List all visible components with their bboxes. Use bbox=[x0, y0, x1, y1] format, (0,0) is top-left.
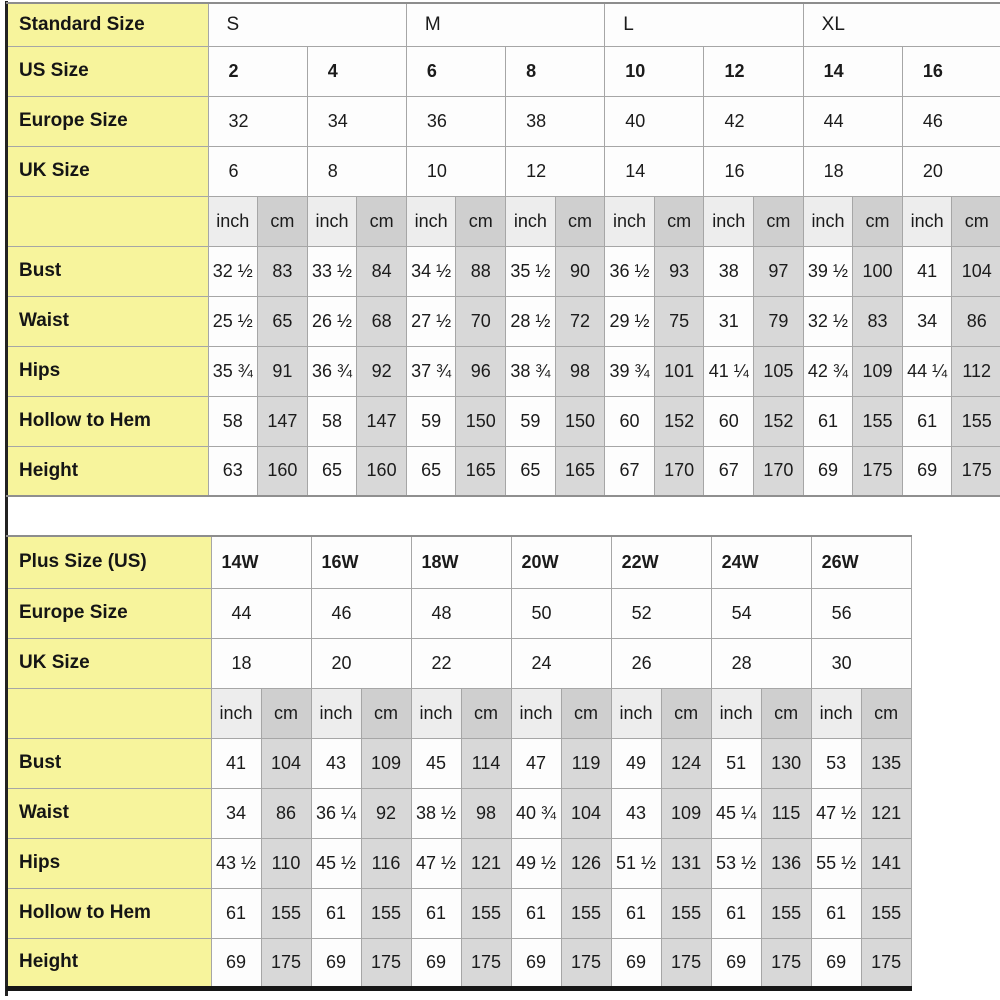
size-value-cell: 46 bbox=[311, 588, 411, 638]
size-value-cell: 14 bbox=[605, 146, 704, 196]
measure-value-cell: 59 bbox=[406, 396, 456, 446]
measure-value-cell: 61 bbox=[803, 396, 853, 446]
measure-value-cell: 69 bbox=[611, 938, 661, 988]
measure-value-cell: 47 ½ bbox=[811, 788, 861, 838]
measure-value-cell: 92 bbox=[357, 346, 407, 396]
measure-value-cell: 114 bbox=[461, 738, 511, 788]
measure-value-cell: 155 bbox=[853, 396, 903, 446]
cm-unit-cell: cm bbox=[952, 196, 1000, 246]
measure-value-cell: 49 bbox=[611, 738, 661, 788]
measure-value-cell: 150 bbox=[456, 396, 506, 446]
row-waist bbox=[7, 296, 1000, 346]
measure-value-cell: 88 bbox=[456, 246, 506, 296]
row-bust bbox=[7, 246, 1000, 296]
measure-value-cell: 28 ½ bbox=[506, 296, 556, 346]
measure-value-cell: 84 bbox=[357, 246, 407, 296]
size-value-cell: 28 bbox=[711, 638, 811, 688]
measure-value-cell: 100 bbox=[853, 246, 903, 296]
measure-value-cell: 170 bbox=[654, 446, 704, 496]
row-height bbox=[7, 446, 1000, 496]
measure-value-cell: 51 ½ bbox=[611, 838, 661, 888]
measure-value-cell: 40 ¾ bbox=[511, 788, 561, 838]
row-uk-size bbox=[7, 638, 911, 688]
size-value-cell: 30 bbox=[811, 638, 911, 688]
measure-value-cell: 43 bbox=[611, 788, 661, 838]
measure-value-cell: 38 bbox=[704, 246, 754, 296]
row-europe-size bbox=[7, 588, 911, 638]
measure-value-cell: 93 bbox=[654, 246, 704, 296]
size-value-cell: 44 bbox=[803, 96, 902, 146]
measure-value-cell: 36 ¼ bbox=[311, 788, 361, 838]
measure-value-cell: 116 bbox=[361, 838, 411, 888]
measure-value-cell: 110 bbox=[261, 838, 311, 888]
measure-value-cell: 104 bbox=[561, 788, 611, 838]
measure-value-cell: 49 ½ bbox=[511, 838, 561, 888]
cm-unit-cell: cm bbox=[761, 688, 811, 738]
row-label-cell: Bust bbox=[7, 738, 211, 788]
measure-value-cell: 104 bbox=[952, 246, 1000, 296]
measure-value-cell: 104 bbox=[261, 738, 311, 788]
measure-value-cell: 155 bbox=[861, 888, 911, 938]
measure-value-cell: 121 bbox=[461, 838, 511, 888]
measure-value-cell: 160 bbox=[357, 446, 407, 496]
measure-value-cell: 27 ½ bbox=[406, 296, 456, 346]
measure-value-cell: 147 bbox=[357, 396, 407, 446]
size-value-cell: 42 bbox=[704, 96, 803, 146]
size-value-cell: 8 bbox=[307, 146, 406, 196]
inch-unit-cell: inch bbox=[506, 196, 556, 246]
row-label-cell: Plus Size (US) bbox=[7, 536, 211, 588]
measure-value-cell: 98 bbox=[461, 788, 511, 838]
row-hollow-to-hem bbox=[7, 888, 911, 938]
measure-value-cell: 175 bbox=[561, 938, 611, 988]
measure-value-cell: 39 ½ bbox=[803, 246, 853, 296]
measure-value-cell: 41 bbox=[902, 246, 952, 296]
plus-size-table bbox=[6, 535, 912, 991]
row-uk-size bbox=[7, 146, 1000, 196]
size-value-cell: 10 bbox=[605, 46, 704, 96]
group-cell: 26W bbox=[811, 536, 911, 588]
measure-value-cell: 131 bbox=[661, 838, 711, 888]
cm-unit-cell: cm bbox=[461, 688, 511, 738]
measure-value-cell: 26 ½ bbox=[307, 296, 357, 346]
size-value-cell: 32 bbox=[208, 96, 307, 146]
row-label-cell: US Size bbox=[7, 46, 208, 96]
size-value-cell: 36 bbox=[406, 96, 505, 146]
measure-value-cell: 175 bbox=[261, 938, 311, 988]
size-value-cell: 24 bbox=[511, 638, 611, 688]
size-value-cell: 14 bbox=[803, 46, 902, 96]
measure-value-cell: 175 bbox=[461, 938, 511, 988]
measure-value-cell: 42 ¾ bbox=[803, 346, 853, 396]
size-value-cell: 6 bbox=[208, 146, 307, 196]
measure-value-cell: 39 ¾ bbox=[605, 346, 655, 396]
size-value-cell: 52 bbox=[611, 588, 711, 638]
measure-value-cell: 61 bbox=[411, 888, 461, 938]
size-value-cell: 18 bbox=[803, 146, 902, 196]
measure-value-cell: 155 bbox=[761, 888, 811, 938]
measure-value-cell: 119 bbox=[561, 738, 611, 788]
cm-unit-cell: cm bbox=[561, 688, 611, 738]
measure-value-cell: 147 bbox=[258, 396, 308, 446]
cm-unit-cell: cm bbox=[261, 688, 311, 738]
measure-value-cell: 65 bbox=[506, 446, 556, 496]
row-label-cell: Bust bbox=[7, 246, 208, 296]
inch-unit-cell: inch bbox=[307, 196, 357, 246]
inch-unit-cell: inch bbox=[511, 688, 561, 738]
cm-unit-cell: cm bbox=[654, 196, 704, 246]
size-value-cell: 34 bbox=[307, 96, 406, 146]
measure-value-cell: 69 bbox=[311, 938, 361, 988]
row-label-cell bbox=[7, 688, 211, 738]
measure-value-cell: 43 ½ bbox=[211, 838, 261, 888]
measure-value-cell: 35 ½ bbox=[506, 246, 556, 296]
size-value-cell: 46 bbox=[902, 96, 1000, 146]
measure-value-cell: 61 bbox=[902, 396, 952, 446]
measure-value-cell: 165 bbox=[555, 446, 605, 496]
inch-unit-cell: inch bbox=[711, 688, 761, 738]
measure-value-cell: 31 bbox=[704, 296, 754, 346]
row-hips bbox=[7, 346, 1000, 396]
row-label-cell: Europe Size bbox=[7, 96, 208, 146]
size-value-cell: 12 bbox=[704, 46, 803, 96]
group-cell: L bbox=[605, 3, 803, 46]
measure-value-cell: 155 bbox=[461, 888, 511, 938]
measure-value-cell: 45 ¼ bbox=[711, 788, 761, 838]
measure-value-cell: 67 bbox=[605, 446, 655, 496]
row-label-cell: Height bbox=[7, 938, 211, 988]
measure-value-cell: 69 bbox=[711, 938, 761, 988]
measure-value-cell: 69 bbox=[211, 938, 261, 988]
measure-value-cell: 61 bbox=[611, 888, 661, 938]
measure-value-cell: 112 bbox=[952, 346, 1000, 396]
measure-value-cell: 65 bbox=[258, 296, 308, 346]
standard-size-table bbox=[6, 2, 1000, 497]
inch-unit-cell: inch bbox=[406, 196, 456, 246]
row-label-cell: UK Size bbox=[7, 146, 208, 196]
cm-unit-cell: cm bbox=[456, 196, 506, 246]
cm-unit-cell: cm bbox=[361, 688, 411, 738]
row-label-cell: Hollow to Hem bbox=[7, 396, 208, 446]
measure-value-cell: 38 ¾ bbox=[506, 346, 556, 396]
row-label-cell bbox=[7, 196, 208, 246]
measure-value-cell: 65 bbox=[406, 446, 456, 496]
measure-value-cell: 25 ½ bbox=[208, 296, 258, 346]
measure-value-cell: 83 bbox=[853, 296, 903, 346]
measure-value-cell: 97 bbox=[754, 246, 804, 296]
row-label-cell: Hips bbox=[7, 346, 208, 396]
size-value-cell: 4 bbox=[307, 46, 406, 96]
group-cell: S bbox=[208, 3, 406, 46]
measure-value-cell: 34 bbox=[902, 296, 952, 346]
measure-value-cell: 47 bbox=[511, 738, 561, 788]
cm-unit-cell: cm bbox=[861, 688, 911, 738]
size-value-cell: 20 bbox=[902, 146, 1000, 196]
row-us-size bbox=[7, 46, 1000, 96]
group-cell: XL bbox=[803, 3, 1000, 46]
measure-value-cell: 59 bbox=[506, 396, 556, 446]
size-value-cell: 56 bbox=[811, 588, 911, 638]
measure-value-cell: 170 bbox=[754, 446, 804, 496]
measure-value-cell: 155 bbox=[361, 888, 411, 938]
measure-value-cell: 69 bbox=[511, 938, 561, 988]
measure-value-cell: 109 bbox=[661, 788, 711, 838]
group-cell: 16W bbox=[311, 536, 411, 588]
size-value-cell: 16 bbox=[704, 146, 803, 196]
size-value-cell: 10 bbox=[406, 146, 505, 196]
measure-value-cell: 109 bbox=[361, 738, 411, 788]
measure-value-cell: 152 bbox=[654, 396, 704, 446]
measure-value-cell: 86 bbox=[952, 296, 1000, 346]
row-units bbox=[7, 688, 911, 738]
measure-value-cell: 124 bbox=[661, 738, 711, 788]
measure-value-cell: 34 ½ bbox=[406, 246, 456, 296]
measure-value-cell: 65 bbox=[307, 446, 357, 496]
measure-value-cell: 36 ¾ bbox=[307, 346, 357, 396]
measure-value-cell: 126 bbox=[561, 838, 611, 888]
measure-value-cell: 61 bbox=[511, 888, 561, 938]
row-europe-size bbox=[7, 96, 1000, 146]
measure-value-cell: 68 bbox=[357, 296, 407, 346]
measure-value-cell: 55 ½ bbox=[811, 838, 861, 888]
measure-value-cell: 45 ½ bbox=[311, 838, 361, 888]
measure-value-cell: 86 bbox=[261, 788, 311, 838]
group-cell: 14W bbox=[211, 536, 311, 588]
measure-value-cell: 90 bbox=[555, 246, 605, 296]
measure-value-cell: 60 bbox=[605, 396, 655, 446]
row-hips bbox=[7, 838, 911, 888]
inch-unit-cell: inch bbox=[902, 196, 952, 246]
inch-unit-cell: inch bbox=[211, 688, 261, 738]
measure-value-cell: 155 bbox=[952, 396, 1000, 446]
inch-unit-cell: inch bbox=[605, 196, 655, 246]
cm-unit-cell: cm bbox=[754, 196, 804, 246]
measure-value-cell: 67 bbox=[704, 446, 754, 496]
row-label-cell: Europe Size bbox=[7, 588, 211, 638]
measure-value-cell: 53 bbox=[811, 738, 861, 788]
measure-value-cell: 29 ½ bbox=[605, 296, 655, 346]
measure-value-cell: 175 bbox=[761, 938, 811, 988]
measure-value-cell: 45 bbox=[411, 738, 461, 788]
inch-unit-cell: inch bbox=[811, 688, 861, 738]
measure-value-cell: 33 ½ bbox=[307, 246, 357, 296]
row-label-cell: UK Size bbox=[7, 638, 211, 688]
group-cell: M bbox=[406, 3, 604, 46]
measure-value-cell: 136 bbox=[761, 838, 811, 888]
cm-unit-cell: cm bbox=[853, 196, 903, 246]
size-value-cell: 48 bbox=[411, 588, 511, 638]
measure-value-cell: 36 ½ bbox=[605, 246, 655, 296]
measure-value-cell: 175 bbox=[361, 938, 411, 988]
measure-value-cell: 69 bbox=[803, 446, 853, 496]
measure-value-cell: 63 bbox=[208, 446, 258, 496]
size-value-cell: 22 bbox=[411, 638, 511, 688]
measure-value-cell: 61 bbox=[711, 888, 761, 938]
measure-value-cell: 175 bbox=[661, 938, 711, 988]
measure-value-cell: 70 bbox=[456, 296, 506, 346]
measure-value-cell: 69 bbox=[902, 446, 952, 496]
row-height bbox=[7, 938, 911, 988]
measure-value-cell: 53 ½ bbox=[711, 838, 761, 888]
measure-value-cell: 96 bbox=[456, 346, 506, 396]
measure-value-cell: 150 bbox=[555, 396, 605, 446]
cm-unit-cell: cm bbox=[357, 196, 407, 246]
inch-unit-cell: inch bbox=[803, 196, 853, 246]
measure-value-cell: 130 bbox=[761, 738, 811, 788]
measure-value-cell: 155 bbox=[561, 888, 611, 938]
size-value-cell: 44 bbox=[211, 588, 311, 638]
measure-value-cell: 61 bbox=[811, 888, 861, 938]
size-value-cell: 16 bbox=[902, 46, 1000, 96]
measure-value-cell: 47 ½ bbox=[411, 838, 461, 888]
measure-value-cell: 61 bbox=[311, 888, 361, 938]
size-value-cell: 18 bbox=[211, 638, 311, 688]
row-label-cell: Hollow to Hem bbox=[7, 888, 211, 938]
measure-value-cell: 91 bbox=[258, 346, 308, 396]
measure-value-cell: 155 bbox=[261, 888, 311, 938]
row-waist bbox=[7, 788, 911, 838]
measure-value-cell: 41 bbox=[211, 738, 261, 788]
measure-value-cell: 175 bbox=[861, 938, 911, 988]
size-value-cell: 12 bbox=[506, 146, 605, 196]
inch-unit-cell: inch bbox=[611, 688, 661, 738]
measure-value-cell: 79 bbox=[754, 296, 804, 346]
row-units bbox=[7, 196, 1000, 246]
inch-unit-cell: inch bbox=[208, 196, 258, 246]
group-cell: 20W bbox=[511, 536, 611, 588]
row-label-cell: Waist bbox=[7, 788, 211, 838]
measure-value-cell: 121 bbox=[861, 788, 911, 838]
measure-value-cell: 38 ½ bbox=[411, 788, 461, 838]
cm-unit-cell: cm bbox=[661, 688, 711, 738]
measure-value-cell: 75 bbox=[654, 296, 704, 346]
size-value-cell: 6 bbox=[406, 46, 505, 96]
inch-unit-cell: inch bbox=[311, 688, 361, 738]
row-bust bbox=[7, 738, 911, 788]
cm-unit-cell: cm bbox=[555, 196, 605, 246]
measure-value-cell: 37 ¾ bbox=[406, 346, 456, 396]
size-value-cell: 8 bbox=[506, 46, 605, 96]
size-value-cell: 2 bbox=[208, 46, 307, 96]
measure-value-cell: 32 ½ bbox=[208, 246, 258, 296]
size-value-cell: 38 bbox=[506, 96, 605, 146]
measure-value-cell: 51 bbox=[711, 738, 761, 788]
measure-value-cell: 69 bbox=[811, 938, 861, 988]
measure-value-cell: 109 bbox=[853, 346, 903, 396]
measure-value-cell: 41 ¼ bbox=[704, 346, 754, 396]
measure-value-cell: 43 bbox=[311, 738, 361, 788]
measure-value-cell: 160 bbox=[258, 446, 308, 496]
measure-value-cell: 105 bbox=[754, 346, 804, 396]
measure-value-cell: 58 bbox=[307, 396, 357, 446]
measure-value-cell: 60 bbox=[704, 396, 754, 446]
size-value-cell: 26 bbox=[611, 638, 711, 688]
row-standard-size bbox=[7, 3, 1000, 46]
size-value-cell: 40 bbox=[605, 96, 704, 146]
measure-value-cell: 141 bbox=[861, 838, 911, 888]
group-cell: 24W bbox=[711, 536, 811, 588]
measure-value-cell: 35 ¾ bbox=[208, 346, 258, 396]
measure-value-cell: 83 bbox=[258, 246, 308, 296]
measure-value-cell: 32 ½ bbox=[803, 296, 853, 346]
measure-value-cell: 135 bbox=[861, 738, 911, 788]
group-cell: 18W bbox=[411, 536, 511, 588]
measure-value-cell: 92 bbox=[361, 788, 411, 838]
measure-value-cell: 175 bbox=[952, 446, 1000, 496]
row-label-cell: Waist bbox=[7, 296, 208, 346]
measure-value-cell: 101 bbox=[654, 346, 704, 396]
row-label-cell: Height bbox=[7, 446, 208, 496]
size-value-cell: 50 bbox=[511, 588, 611, 638]
measure-value-cell: 34 bbox=[211, 788, 261, 838]
measure-value-cell: 98 bbox=[555, 346, 605, 396]
measure-value-cell: 44 ¼ bbox=[902, 346, 952, 396]
measure-value-cell: 69 bbox=[411, 938, 461, 988]
row-label-cell: Standard Size bbox=[7, 3, 208, 46]
inch-unit-cell: inch bbox=[411, 688, 461, 738]
group-cell: 22W bbox=[611, 536, 711, 588]
measure-value-cell: 152 bbox=[754, 396, 804, 446]
row-hollow-to-hem bbox=[7, 396, 1000, 446]
row-label-cell: Hips bbox=[7, 838, 211, 888]
cm-unit-cell: cm bbox=[258, 196, 308, 246]
measure-value-cell: 61 bbox=[211, 888, 261, 938]
inch-unit-cell: inch bbox=[704, 196, 754, 246]
measure-value-cell: 165 bbox=[456, 446, 506, 496]
measure-value-cell: 115 bbox=[761, 788, 811, 838]
measure-value-cell: 58 bbox=[208, 396, 258, 446]
measure-value-cell: 72 bbox=[555, 296, 605, 346]
size-value-cell: 20 bbox=[311, 638, 411, 688]
size-value-cell: 54 bbox=[711, 588, 811, 638]
measure-value-cell: 155 bbox=[661, 888, 711, 938]
measure-value-cell: 175 bbox=[853, 446, 903, 496]
row-plus-size-us bbox=[7, 536, 911, 588]
